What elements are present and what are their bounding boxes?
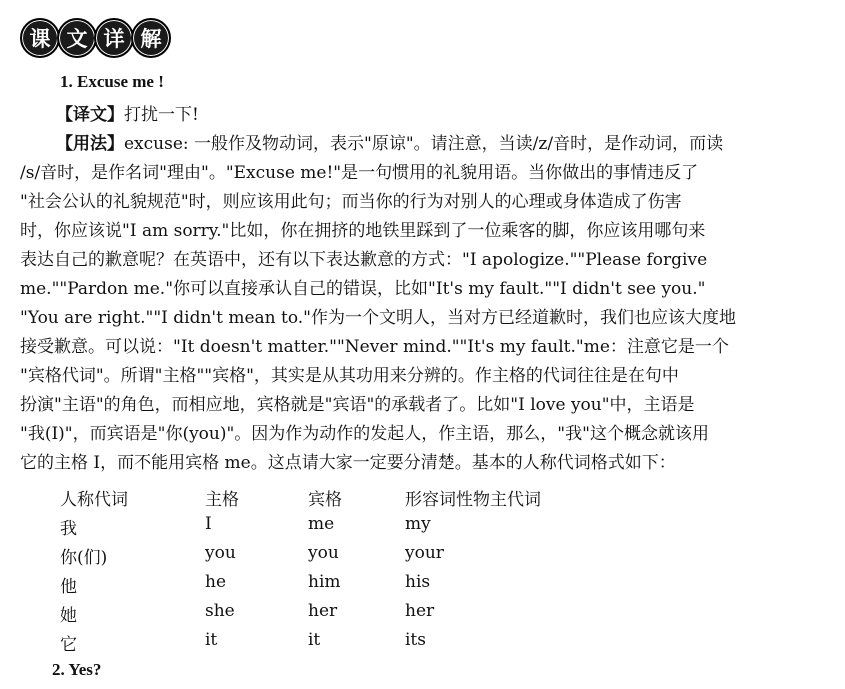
- translation-tag: 【译文】: [56, 105, 124, 125]
- usage-line-5: 表达自己的歉意呢？在英语中，还有以下表达歉意的方式："I apologize.""Please forgive: [20, 250, 708, 270]
- usage-line-7: "You are right.""I didn't mean to."作为一个文明人，当对方已经道歉时，我们也应该大度地: [20, 308, 736, 328]
- item-1-title: 1. Excuse me !: [60, 72, 164, 91]
- header-char-badge: 详: [94, 18, 134, 58]
- table-cell: I: [205, 514, 212, 534]
- table-header-cell: 人称代词: [60, 490, 128, 510]
- usage-line-9: "宾格代词"。所谓"主格""宾格"，其实是从其功用来分辨的。作主格的代词往往是在句中: [20, 366, 679, 386]
- header-char-badge: 课: [20, 18, 60, 58]
- table-cell: her: [405, 601, 435, 621]
- table-cell: me: [308, 514, 335, 534]
- usage-line-10: 扮演"主语"的角色，而相应地，宾格就是"宾语"的承载者了。比如"I love you"中，主语是: [20, 395, 695, 415]
- translation-text: 打扰一下!: [124, 105, 199, 125]
- table-cell: his: [405, 572, 431, 592]
- usage-text: excuse: 一般作及物动词，表示"原谅"。请注意，当读/z/音时，是作动词，而读: [124, 134, 724, 154]
- header-char-badge: 解: [131, 18, 171, 58]
- table-cell: my: [405, 514, 431, 534]
- item-2-title: 2. Yes?: [52, 660, 102, 679]
- usage-line-1: [56, 129, 780, 154]
- table-cell: it: [205, 630, 218, 650]
- usage-line-6: me.""Pardon me."你可以直接承认自己的错误，比如"It's my fault.""I didn't see you.": [20, 279, 706, 299]
- usage-line-8: 接受歉意。可以说："It doesn't matter.""Never mind.""It's my fault."me：注意它是一个: [20, 337, 729, 357]
- usage-line-11: "我(I)"，而宾语是"你(you)"。因为作为动作的发起人，作主语，那么，"我"这个概念就该用: [20, 424, 709, 444]
- table-cell: your: [405, 543, 444, 563]
- table-cell: you: [308, 543, 339, 563]
- table-header-cell: 宾格: [308, 490, 342, 510]
- usage-line-4: 时，你应该说"I am sorry."比如，你在拥挤的地铁里踩到了一位乘客的脚，你应该用哪句来: [20, 221, 706, 241]
- usage-tag: 【用法】: [56, 134, 124, 154]
- usage-line-12: 它的主格 I，而不能用宾格 me。这点请大家一定要分清楚。基本的人称代词格式如下：: [20, 453, 676, 473]
- table-cell: 你(们): [60, 548, 108, 568]
- table-cell: 他: [60, 577, 77, 597]
- usage-line-3: "社会公认的礼貌规范"时，则应该用此句；而当你的行为对别人的心理或身体造成了伤害: [20, 192, 682, 212]
- table-cell: 它: [60, 635, 77, 655]
- table-cell: him: [308, 572, 341, 592]
- table-cell: you: [205, 543, 236, 563]
- table-cell: 我: [60, 519, 77, 539]
- table-cell: he: [205, 572, 227, 592]
- header-char-badge: 文: [57, 18, 97, 58]
- translation-line: [56, 100, 199, 125]
- table-cell: 她: [60, 606, 77, 626]
- section-header: [20, 18, 168, 58]
- table-cell: she: [205, 601, 235, 621]
- table-header-cell: 形容词性物主代词: [405, 490, 541, 510]
- table-cell: her: [308, 601, 338, 621]
- table-header-cell: 主格: [205, 490, 239, 510]
- table-cell: it: [308, 630, 321, 650]
- usage-line-2: /s/音时，是作名词"理由"。"Excuse me!"是一句惯用的礼貌用语。当你做出的事情违反了: [20, 163, 699, 183]
- table-cell: its: [405, 630, 426, 650]
